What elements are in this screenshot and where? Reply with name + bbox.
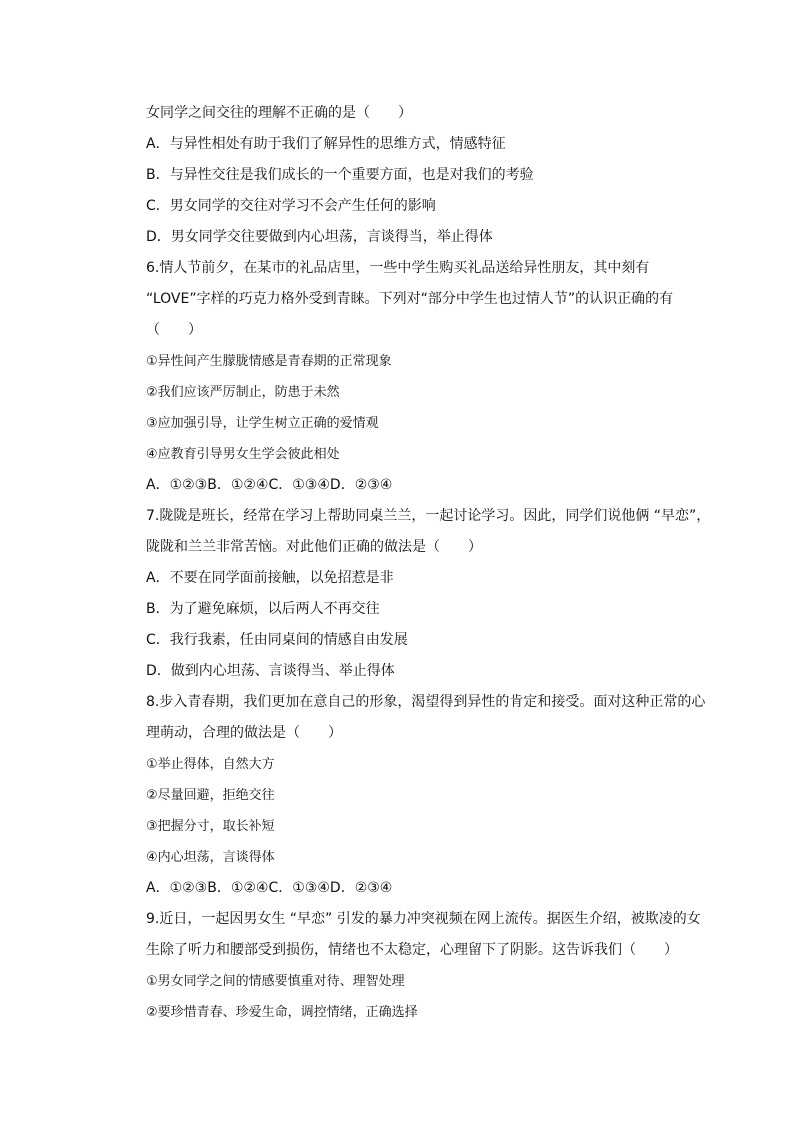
text-line: ②尽量回避，拒绝交往	[146, 788, 275, 803]
text-line: ①举止得体，自然大方	[146, 757, 275, 772]
text-line: ②要珍惜青春、珍爱生命，调控情绪，正确选择	[146, 1005, 418, 1020]
text-line: （ ）	[146, 322, 202, 338]
text-line: 6.情人节前夕，在某市的礼品店里，一些中学生购买礼品送给异性朋友，其中刻有	[146, 260, 650, 276]
text-line: ④应教育引导男女生学会彼此相处	[146, 447, 340, 462]
text-line: ③把握分寸，取长补短	[146, 819, 275, 834]
text-line: A．与异性相处有助于我们了解异性的思维方式，情感特征	[146, 136, 506, 152]
text-line: C．男女同学的交往对学习不会产生任何的影响	[146, 198, 436, 214]
text-line: ①男女同学之间的情感要慎重对待、理智处理	[146, 974, 405, 989]
text-line: 7.陇陇是班长，经常在学习上帮助同桌兰兰，一起讨论学习。因此，同学们说他俩 “早恋”，	[146, 508, 711, 524]
text-line: ④内心坦荡，言谈得体	[146, 850, 275, 865]
text-line: 8.步入青春期，我们更加在意自己的形象，渴望得到异性的肯定和接受。面对这种正常的心	[146, 694, 706, 710]
text-line: D．男女同学交往要做到内心坦荡，言谈得当，举止得体	[146, 229, 493, 245]
text-line: B．与异性交往是我们成长的一个重要方面，也是对我们的考验	[146, 167, 534, 183]
text-line: ②我们应该严厉制止，防患于未然	[146, 385, 340, 400]
text-line: 生除了听力和腰部受到损伤，情绪也不太稳定，心理留下了阴影。这告诉我们（ ）	[146, 942, 678, 958]
text-line: B．为了避免麻烦，以后两人不再交往	[146, 601, 380, 617]
document-body	[146, 98, 711, 1028]
text-line: C．我行我素，任由同桌间的情感自由发展	[146, 632, 408, 648]
text-line: 女同学之间交往的理解不正确的是（ ）	[146, 105, 412, 121]
text-line: A．①②③B．①②④C．①③④D．②③④	[146, 477, 393, 493]
text-line: 理萌动，合理的做法是（ ）	[146, 725, 342, 741]
text-line: A．不要在同学面前接触，以免招惹是非	[146, 570, 394, 586]
text-line: D．做到内心坦荡、言谈得当、举止得体	[146, 663, 395, 679]
text-line: A．①②③B．①②④C．①③④D．②③④	[146, 880, 393, 896]
text-line: ③应加强引导，让学生树立正确的爱情观	[146, 416, 379, 431]
text-line: 陇陇和兰兰非常苦恼。对此他们正确的做法是（ ）	[146, 539, 482, 555]
text-line: ①异性间产生朦胧情感是青春期的正常现象	[146, 354, 392, 369]
text-line: “LOVE”字样的巧克力格外受到青睐。下列对“部分中学生也过情人节”的认识正确的有	[146, 291, 674, 307]
text-line: 9.近日，一起因男女生 “早恋” 引发的暴力冲突视频在网上流传。据医生介绍，被欺凌的女	[146, 911, 701, 927]
